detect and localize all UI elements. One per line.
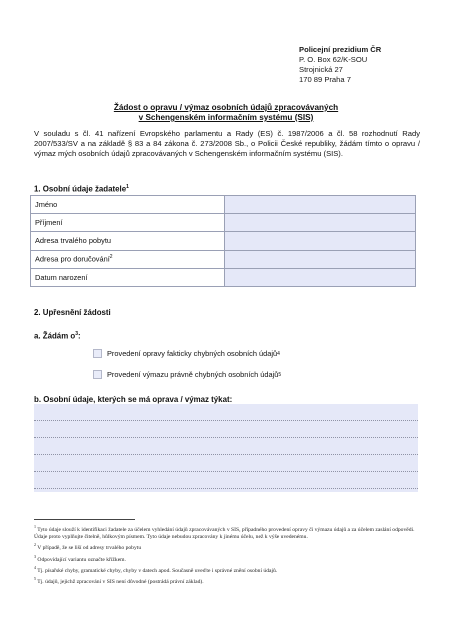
field-label: Adresa pro doručování$^2$ xyxy=(31,250,225,268)
option-deletion[interactable] xyxy=(93,370,281,379)
last-name-input[interactable] xyxy=(225,214,416,232)
footnote-mark: 5 xyxy=(278,371,282,378)
section-1-heading xyxy=(34,184,129,194)
footnote: $^3$ Odpovídající variantu označte křížkem. xyxy=(34,553,126,563)
recipient-org: Policejní prezidium ČR xyxy=(299,45,382,54)
address-line: Strojnická 27 xyxy=(299,65,343,74)
title-line: Žádost o opravu / výmaz osobních údajů zpracovávaných xyxy=(113,103,339,112)
field-label: Datum narození xyxy=(31,268,225,286)
footnote-mark: 2 xyxy=(109,254,113,261)
first-name-input[interactable] xyxy=(225,196,416,214)
table-row xyxy=(31,196,416,214)
footnote-mark: 4 xyxy=(277,350,280,357)
correction-checkbox[interactable] xyxy=(93,349,102,358)
footnotes xyxy=(34,523,419,586)
section-1-text: 1. Osobní údaje žadatele xyxy=(34,184,127,194)
table-row xyxy=(31,268,416,286)
table-row xyxy=(31,250,416,268)
title-line: v Schengenském informačním systému (SIS) xyxy=(138,113,314,122)
field-label: Adresa trvalého pobytu xyxy=(31,232,225,250)
recipient-address xyxy=(299,45,381,85)
address-line: P. O. Box 62/K-SOU xyxy=(299,55,368,64)
section-2a-heading: a. Žádám $o^3$: xyxy=(34,331,81,341)
writing-line xyxy=(34,488,418,489)
writing-line xyxy=(34,454,418,455)
section-2b-heading: b. Osobní údaje, kterých se má oprava / výmaz týkat: xyxy=(34,395,233,404)
intro-paragraph: V souladu s čl. 41 nařízení Evropského parlamentu a Rady (ES) č. 1987/2006 a čl. 58 rozhodnutí Rady 2007/533/SV a na základě § 83 a 84 zákona č. 273/2008 Sb., o Policii České republiky, žádám tímto o opravu / výmaz mých osobních údajů zpracovávaných v Schengenském informačním systému (SIS). xyxy=(34,129,420,158)
field-label: Jméno xyxy=(31,196,225,214)
delivery-address-input[interactable] xyxy=(225,250,416,268)
deletion-checkbox[interactable] xyxy=(93,370,102,379)
birth-date-input[interactable] xyxy=(225,268,416,286)
table-row xyxy=(31,232,416,250)
footnote-mark: 1 xyxy=(126,184,129,190)
footnote-divider xyxy=(34,519,135,520)
writing-line xyxy=(34,437,418,438)
writing-line xyxy=(34,420,418,421)
option-label: Provedení výmazu právně chybných osobních údajů xyxy=(107,370,279,379)
footnote: $^2$ V případě, že se liší od adresy trvalého pobytu xyxy=(34,542,142,552)
footnote: $^4$ Tj. písařské chyby, gramatické chyby, chyby v datech apod. Současně uveďte i správné znění osobní údajů. xyxy=(34,564,278,574)
option-correction[interactable] xyxy=(93,349,280,358)
details-textarea[interactable] xyxy=(34,404,418,492)
personal-data-table xyxy=(30,195,416,287)
permanent-address-input[interactable] xyxy=(225,232,416,250)
footnote-mark: 3 xyxy=(75,331,78,337)
table-row xyxy=(31,214,416,232)
option-label: Provedení opravy fakticky chybných osobních údajů xyxy=(107,349,278,358)
field-label: Příjmení xyxy=(31,214,225,232)
footnote: $^1$ Tyto údaje slouží k identifikaci žadatele za účelem vyhledání údajů zpracovávaných v SIS, případného provedení opravy či výmazu údajů a za účelem zaslání odpovědi. Údaje proto vyplňujte čitelně, hůlkovým písmem. Tyto údaje nebudou zpracovány k jinému účelu, než k výše uvedenému. xyxy=(34,524,415,541)
address-line: 170 89 Praha 7 xyxy=(299,75,351,84)
writing-line xyxy=(34,471,418,472)
document-title xyxy=(30,103,422,123)
section-2-heading: 2. Upřesnění žádosti xyxy=(34,308,111,317)
footnote: $^5$ Tj. údajů, jejichž zpracování v SIS není důvodné (postrádá právní základ). xyxy=(34,575,204,585)
